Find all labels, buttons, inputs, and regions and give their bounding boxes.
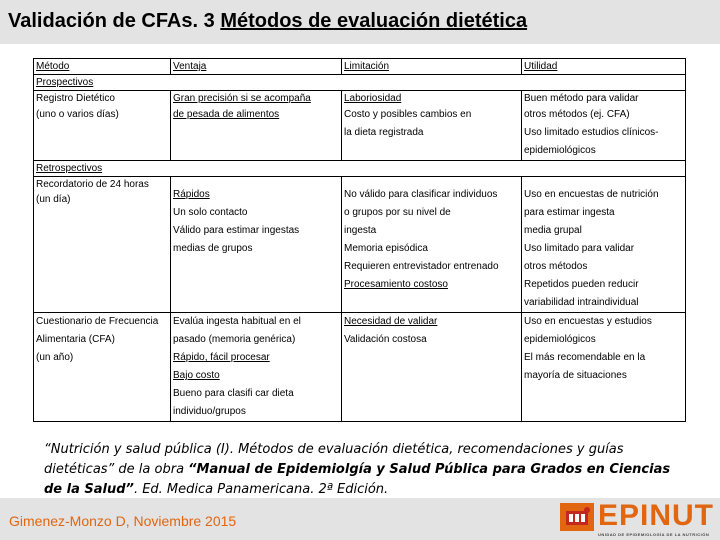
- cell-ventaja: [171, 91, 342, 161]
- cell-line: para estimar ingesta: [524, 207, 615, 218]
- header-metodo: Método: [34, 59, 171, 75]
- cell-line: media grupal: [524, 225, 582, 236]
- cell-line: Uso limitado para validar: [524, 243, 635, 254]
- cell-line: Validación costosa: [344, 334, 427, 345]
- cell-metodo: [34, 313, 171, 422]
- cell-line: El más recomendable en la: [524, 352, 646, 363]
- cell-line: Repetidos pueden reducir: [524, 279, 639, 290]
- cell-line: Bajo costo: [173, 370, 220, 381]
- table-row: [34, 177, 686, 313]
- epinut-logo: [556, 500, 720, 540]
- cell-line: (un día): [36, 194, 71, 205]
- cell-line: Un solo contacto: [173, 207, 248, 218]
- cell-line: Laboriosidad: [344, 93, 402, 104]
- cell-limitacion: [342, 313, 522, 422]
- page-title: [8, 10, 527, 33]
- cell-line: Bueno para clasifi car dieta: [173, 388, 294, 399]
- section-label-retrospectivos: Retrospectivos: [34, 161, 686, 177]
- cell-ventaja: [171, 177, 342, 313]
- cell-line: Alimentaria (CFA): [36, 334, 115, 345]
- logo-subtitle: UNIDAD DE EPIDEMIOLOGÍA DE LA NUTRICIÓN: [598, 532, 710, 537]
- cell-metodo: [34, 177, 171, 313]
- header-utilidad: Utilidad: [522, 59, 686, 75]
- cell-line: Registro Dietético: [36, 93, 115, 104]
- cell-line: de pesada de alimentos: [173, 109, 280, 120]
- title-prefix: Validación de CFAs. 3: [8, 10, 215, 32]
- cell-line: individuo/grupos: [173, 406, 246, 417]
- cell-line: Uso en encuestas y estudios: [524, 316, 652, 327]
- cell-limitacion: [342, 91, 522, 161]
- cell-line: Evalúa ingesta habitual en el: [173, 316, 301, 327]
- cell-utilidad: [522, 91, 686, 161]
- cell-ventaja: [171, 313, 342, 422]
- cell-line: Procesamiento costoso: [344, 279, 448, 290]
- citation: [44, 440, 684, 500]
- table-header-row: [34, 59, 686, 75]
- cell-line: variabilidad intraindividual: [524, 297, 639, 308]
- table-row: [34, 91, 686, 161]
- cell-line: Uso en encuestas de nutrición: [524, 189, 659, 200]
- logo-text: EPINUT: [598, 499, 715, 532]
- cell-line: mayoría de situaciones: [524, 370, 627, 381]
- cell-line: otros métodos: [524, 261, 588, 272]
- cell-line: Requieren entrevistador entrenado: [344, 261, 499, 272]
- cell-limitacion: [342, 177, 522, 313]
- cell-line: No válido para clasificar individuos: [344, 189, 498, 200]
- cell-line: Válido para estimar ingestas: [173, 225, 300, 236]
- citation-part1: “Nutrición y salud pública (I). Métodos de evaluación dietética, recomendaciones y guías dietéticas” de la obra: [44, 442, 624, 477]
- cell-line: otros métodos (ej. CFA): [524, 109, 630, 120]
- cell-line: epidemiológicos: [524, 145, 596, 156]
- section-label-prospectivos: Prospectivos: [34, 75, 686, 91]
- cell-line: la dieta registrada: [344, 127, 424, 138]
- cell-utilidad: [522, 177, 686, 313]
- cell-line: Recordatorio de 24 horas: [36, 179, 149, 190]
- cell-line: Gran precisión si se acompaña: [173, 93, 311, 104]
- cell-line: (un año): [36, 352, 74, 363]
- cell-line: epidemiológicos: [524, 334, 596, 345]
- cell-line: Cuestionario de Frecuencia: [36, 316, 159, 327]
- cell-utilidad: [522, 313, 686, 422]
- header-limitacion: Limitación: [342, 59, 522, 75]
- cell-line: Rápidos: [173, 189, 210, 200]
- cell-line: Uso limitado estudios clínicos-: [524, 127, 659, 138]
- section-row-retrospectivos: [34, 161, 686, 177]
- citation-book-title: “Manual de Epidemiolgía y Salud Pública para Grados en Ciencias de la Salud”: [44, 462, 671, 497]
- cell-line: Memoria episódica: [344, 243, 428, 254]
- section-row-prospectivos: [34, 75, 686, 91]
- cell-line: Rápido, fácil procesar: [173, 352, 270, 363]
- citation-part3: . Ed. Medica Panamericana. 2ª Edición.: [133, 482, 389, 497]
- cell-line: Costo y posibles cambios en: [344, 109, 472, 120]
- methods-table: [33, 58, 686, 422]
- cell-line: pasado (memoria genérica): [173, 334, 296, 345]
- title-main: Métodos de evaluación dietética: [220, 10, 528, 32]
- cell-metodo: [34, 91, 171, 161]
- table-row: [34, 313, 686, 422]
- cell-line: medias de grupos: [173, 243, 253, 254]
- logo-icon: [560, 503, 594, 531]
- cell-line: ingesta: [344, 225, 377, 236]
- cell-line: Necesidad de validar: [344, 316, 438, 327]
- cell-line: (uno o varios días): [36, 109, 119, 120]
- cell-line: Buen método para validar: [524, 93, 639, 104]
- header-ventaja: Ventaja: [171, 59, 342, 75]
- footer-author: Gimenez-Monzo D, Noviembre 2015: [9, 513, 237, 529]
- cell-line: o grupos por su nivel de: [344, 207, 451, 218]
